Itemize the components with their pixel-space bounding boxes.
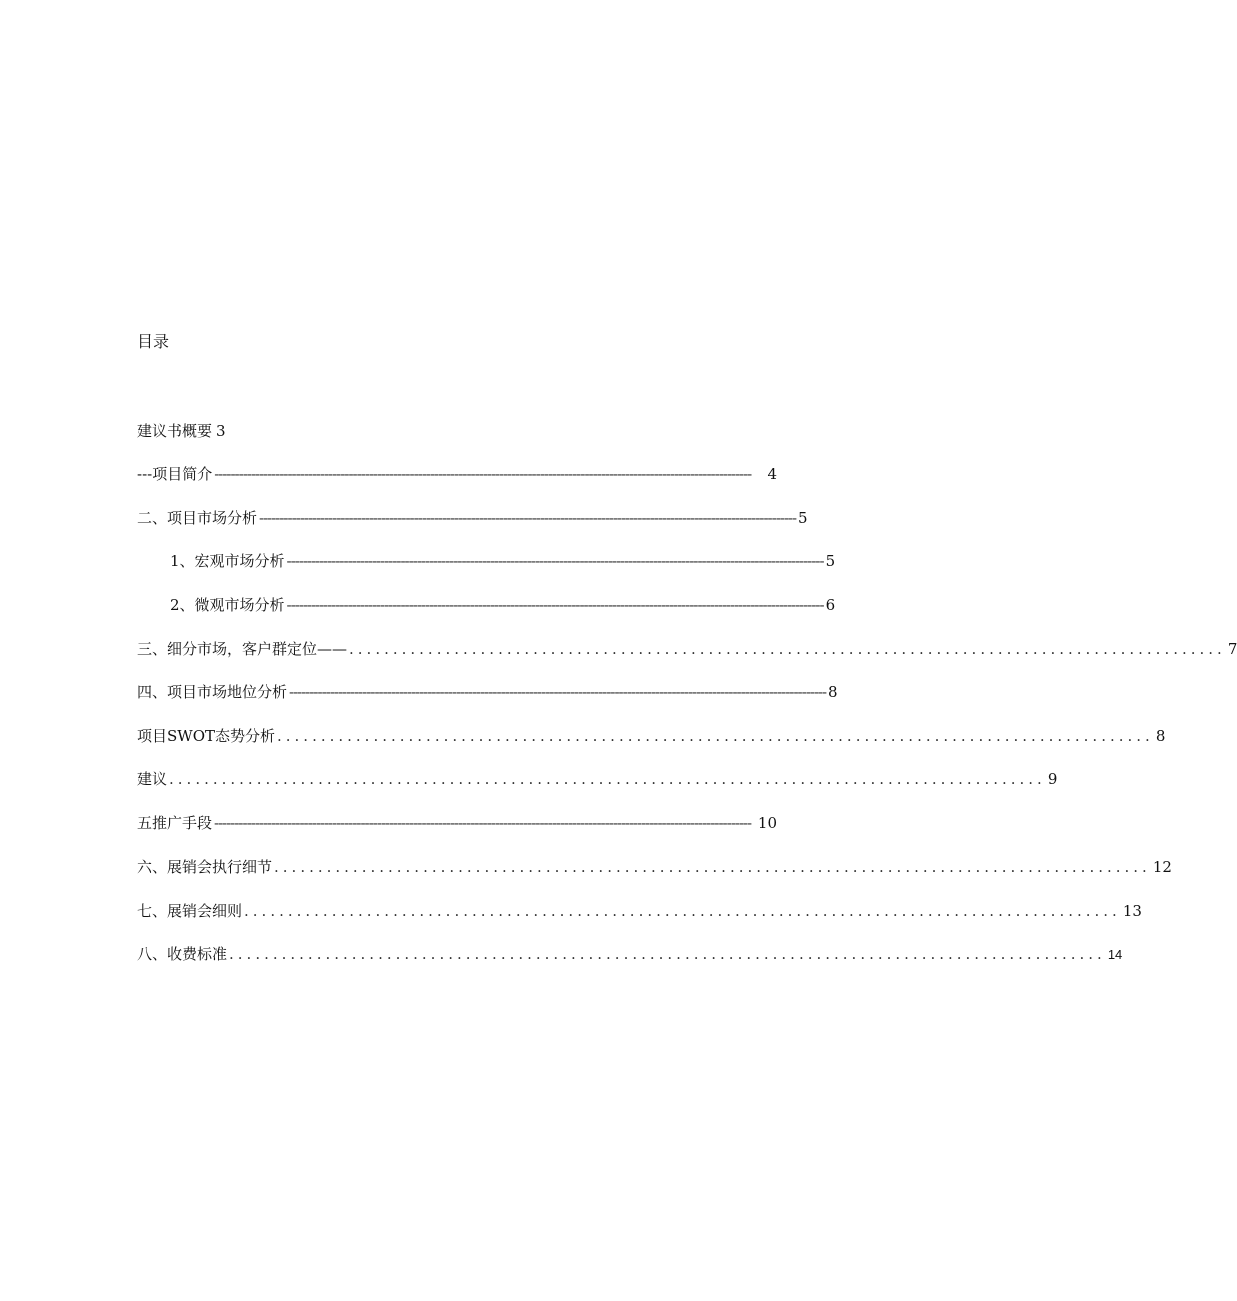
toc-entry-label: 六、展销会执行细节 — [137, 858, 273, 876]
toc-entry-page: 8 — [828, 683, 838, 701]
toc-leader: ------------------------------------------------------------------------------------------------------------------------------------ — [259, 509, 797, 527]
toc-entry-market-position[interactable] — [137, 681, 838, 703]
toc-entry-market-analysis[interactable] — [137, 507, 808, 529]
toc-entry-page: 3 — [216, 422, 226, 440]
toc-entry-page: 5 — [798, 509, 808, 527]
toc-entry-page: 12 — [1152, 858, 1172, 876]
toc-entry-page: 9 — [1047, 770, 1058, 788]
toc-leader: .................................................................................................... — [277, 727, 1154, 745]
toc-entry-fees[interactable] — [137, 943, 1123, 966]
toc-entry-segment-market[interactable] — [137, 638, 1237, 660]
toc-leader: .................................................................................................... — [169, 770, 1046, 788]
toc-leader: ------------------------------------------------------------------------------------------------------------------------------------ — [214, 814, 752, 832]
toc-leader: ------------------------------------------------------------------------------------------------------------------------------------ — [286, 596, 824, 614]
toc-entry-summary[interactable] — [137, 420, 226, 442]
toc-entry-label: 建议 — [137, 770, 168, 788]
toc-entry-project-intro[interactable] — [137, 463, 777, 485]
toc-title: 目录 — [137, 332, 170, 351]
toc-entry-label: 五推广手段 — [137, 814, 213, 832]
toc-entry-label: 项目SWOT态势分析 — [137, 727, 275, 745]
toc-entry-label: 二、项目市场分析 — [137, 509, 258, 527]
toc-leader: ------------------------------------------------------------------------------------------------------------------------------------ — [214, 465, 752, 483]
toc-entry-page: 5 — [825, 552, 836, 570]
toc-entry-macro-market[interactable] — [170, 550, 836, 572]
toc-entry-swot[interactable] — [137, 725, 1166, 747]
toc-entry-expo-details[interactable] — [137, 856, 1172, 878]
toc-leader: .................................................................................................... — [274, 858, 1151, 876]
toc-entry-page: 6 — [825, 596, 836, 614]
toc-entry-page: 13 — [1122, 902, 1142, 920]
toc-entry-page: 8 — [1155, 727, 1166, 745]
toc-leader: .................................................................................................... — [229, 945, 1106, 963]
toc-leader: ------------------------------------------------------------------------------------------------------------------------------------ — [286, 552, 824, 570]
toc-entry-label: 三、细分市场，客户群定位—— — [137, 640, 348, 658]
toc-entry-page: 14 — [1107, 947, 1123, 962]
toc-entry-page: 7 — [1227, 640, 1237, 658]
toc-entry-label: 四、项目市场地位分析 — [137, 683, 288, 701]
toc-entry-label: 1、宏观市场分析 — [170, 552, 285, 570]
toc-entry-label: 八、收费标准 — [137, 945, 228, 963]
toc-entry-page: 4 — [767, 465, 777, 483]
toc-entry-label: 2、微观市场分析 — [170, 596, 285, 614]
toc-entry-expo-rules[interactable] — [137, 900, 1142, 922]
toc-entry-label: ---项目简介 — [137, 465, 213, 483]
toc-entry-micro-market[interactable] — [170, 594, 836, 616]
toc-entry-label: 七、展销会细则 — [137, 902, 243, 920]
toc-leader: .................................................................................................... — [349, 640, 1226, 658]
toc-entry-label: 建议书概要 — [137, 422, 213, 440]
toc-leader: ------------------------------------------------------------------------------------------------------------------------------------ — [289, 683, 827, 701]
toc-entry-page: 10 — [757, 814, 777, 832]
toc-entry-suggestion[interactable] — [137, 768, 1058, 790]
toc-entry-promotion[interactable] — [137, 812, 777, 834]
toc-leader: .................................................................................................... — [244, 902, 1121, 920]
